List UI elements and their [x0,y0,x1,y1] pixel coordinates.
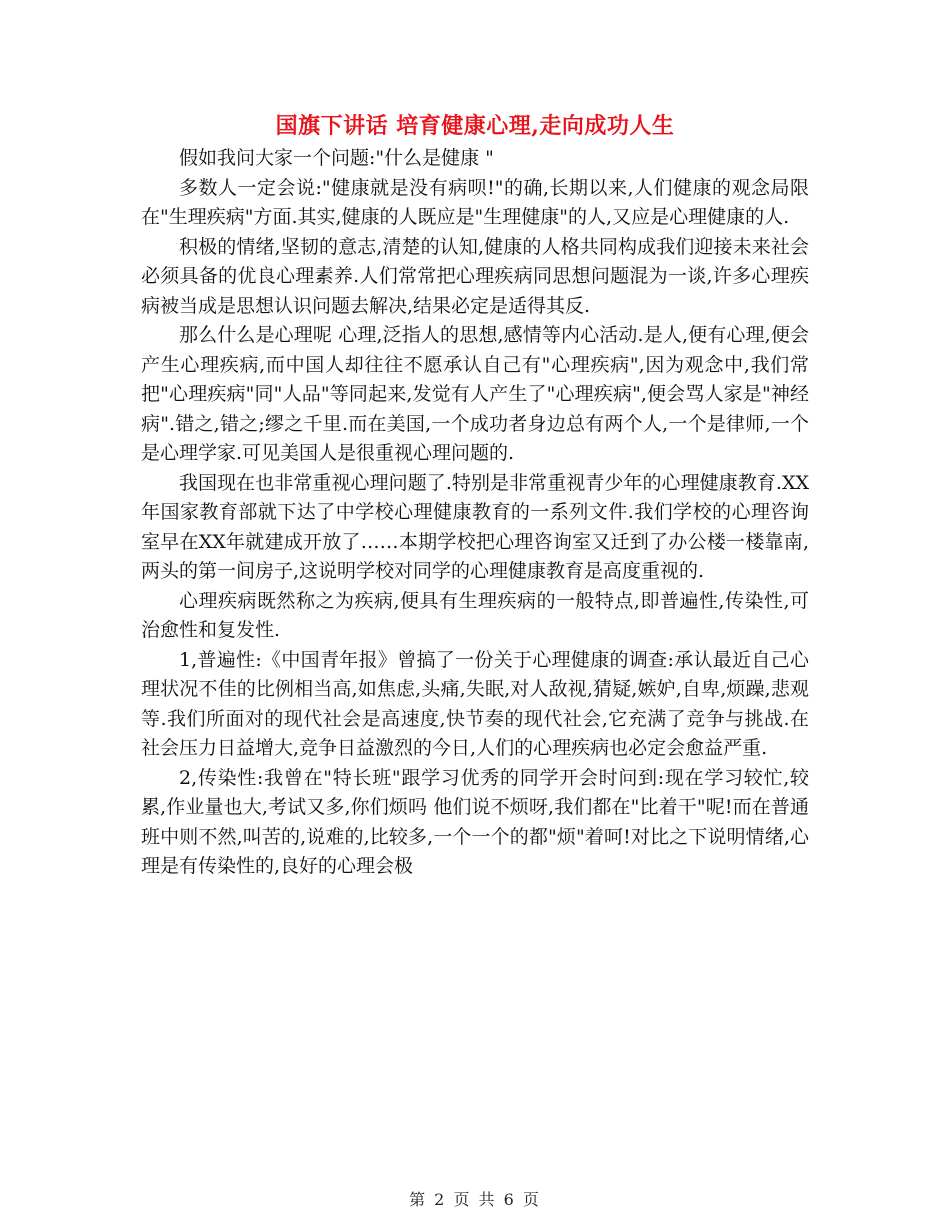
paragraph: 1,普遍性:《中国青年报》曾搞了一份关于心理健康的调查:承认最近自己心理状况不佳的比例相当高,如焦虑,头痛,失眠,对人敌视,猜疑,嫉妒,自卑,烦躁,悲观等.我们所面对的现代社会是高速度,快节奏的现代社会,它充满了竞争与挑战.在社会压力日益增大,竞争日益激烈的今日,人们的心理疾病也必定会愈益严重. [141,648,809,759]
document-title: 国旗下讲话 培育健康心理,走向成功人生 [275,113,675,139]
paragraph: 我国现在也非常重视心理问题了.特别是非常重视青少年的心理健康教育.XX年国家教育部就下达了中学校心理健康教育的一系列文件.我们学校的心理咨询室早在XX年就建成开放了……本期学校把心理咨询室又迁到了办公楼一楼靠南,两头的第一间房子,这说明学校对同学的心理健康教育是高度重视的. [141,471,809,582]
document-body [141,144,809,882]
paragraph: 积极的情绪,坚韧的意志,清楚的认知,健康的人格共同构成我们迎接未来社会必须具备的优良心理素养.人们常常把心理疾病同思想问题混为一谈,许多心理疾病被当成是思想认识问题去解决,结果必定是适得其反. [141,235,809,317]
paragraph: 多数人一定会说:"健康就是没有病呗!"的确,长期以来,人们健康的观念局限在"生理疾病"方面.其实,健康的人既应是"生理健康"的人,又应是心理健康的人. [141,176,809,228]
page-number-text: 第 2 页 共 6 页 [409,1190,541,1209]
paragraph: 心理疾病既然称之为疾病,便具有生理疾病的一般特点,即普遍性,传染性,可治愈性和复发性. [141,589,809,641]
paragraph: 2,传染性:我曾在"特长班"跟学习优秀的同学开会时问到:现在学习较忙,较累,作业量也大,考试又多,你们烦吗 他们说不烦呀,我们都在"比着干"呢!而在普通班中则不然,叫苦的,说难的,比较多,一个一个的都"烦"着呵!对比之下说明情绪,心理是有传染性的,良好的心理会极 [141,766,809,877]
paragraph: 假如我问大家一个问题:"什么是健康 " [179,147,494,169]
paragraph: 那么什么是心理呢 心理,泛指人的思想,感情等内心活动.是人,便有心理,便会产生心理疾病,而中国人却往往不愿承认自己有"心理疾病",因为观念中,我们常把"心理疾病"同"人品"等同起来,发觉有人产生了"心理疾病",便会骂人家是"神经病".错之,错之;缪之千里.而在美国,一个成功者身边总有两个人,一个是律师,一个是心理学家.可见美国人是很重视心理问题的. [141,324,809,464]
page-footer [0,1188,950,1212]
